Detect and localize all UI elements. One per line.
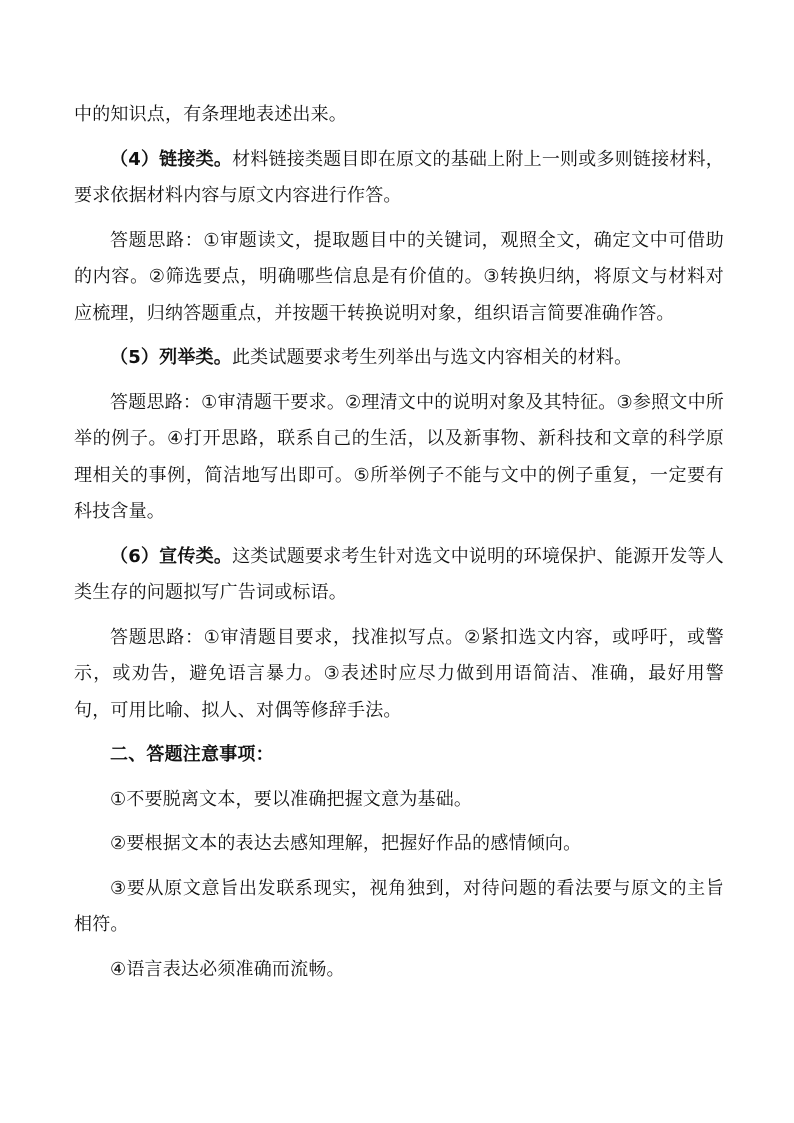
note-item: ④语言表达必须准确而流畅。 [110, 958, 345, 980]
paragraph-lead: （4）链接类。 [110, 148, 233, 170]
note-item: ③要从原文意旨出发联系现实，视角独到，对待问题的看法要与原文的主旨相符。 [74, 877, 724, 935]
paragraph-text: 此类试题要求考生列举出与选文内容相关的材料。 [231, 347, 633, 368]
paragraph-link-type [74, 142, 724, 215]
paragraph-lead: （6）宣传类。 [110, 545, 233, 567]
paragraph-text: 中的知识点，有条理地表述出来。 [74, 104, 347, 125]
paragraph-promo-type [74, 539, 724, 612]
paragraph-continuation [74, 97, 724, 134]
note-item: ②要根据文本的表达去感知理解，把握好作品的感情倾向。 [110, 833, 582, 854]
paragraph-text: 答题思路：①审清题目要求，找准拟写点。②紧扣选文内容，或呼吁，或警示，或劝告，避免语言暴力。③表述时应尽力做到用语简洁、准确，最好用警句，可用比喻、拟人、对偶等修辞手法。 [74, 626, 724, 721]
document-body [74, 97, 724, 988]
note-item: ①不要脱离文本，要以准确把握文意为基础。 [110, 788, 473, 810]
paragraph-lead: （5）列举类。 [110, 347, 232, 368]
paragraph-promo-type-answer [74, 620, 724, 730]
paragraph-text: 答题思路：①审题读文，提取题目中的关键词，观照全文，确定文中可借助的内容。②筛选要点，明确哪些信息是有价值的。③转换归纳，将原文与材料对应梳理，归纳答题重点，并按题干转换说明对象，组织语言简要准确作答。 [74, 229, 724, 324]
paragraph-list-type [74, 340, 724, 377]
paragraph-list-type-answer [74, 385, 724, 531]
paragraph-text: 这类试题要求考生针对选文中说明的环境保护、能源开发等人类生存的问题拟写广告词或标语。 [74, 545, 724, 603]
section-heading: 二、答题注意事项： [110, 744, 274, 765]
paragraph-text: 材料链接类题目即在原文的基础上附上一则或多则链接材料，要求依据材料内容与原文内容进行作答。 [74, 148, 724, 206]
paragraph-link-type-answer [74, 223, 724, 333]
paragraph-text: 答题思路：①审清题干要求。②理清文中的说明对象及其特征。③参照文中所举的例子。④打开思路，联系自己的生活，以及新事物、新科技和文章的科学原理相关的事例，简洁地写出即可。⑤所举例子不能与文中的例子重复，一定要有科技含量。 [74, 391, 724, 522]
